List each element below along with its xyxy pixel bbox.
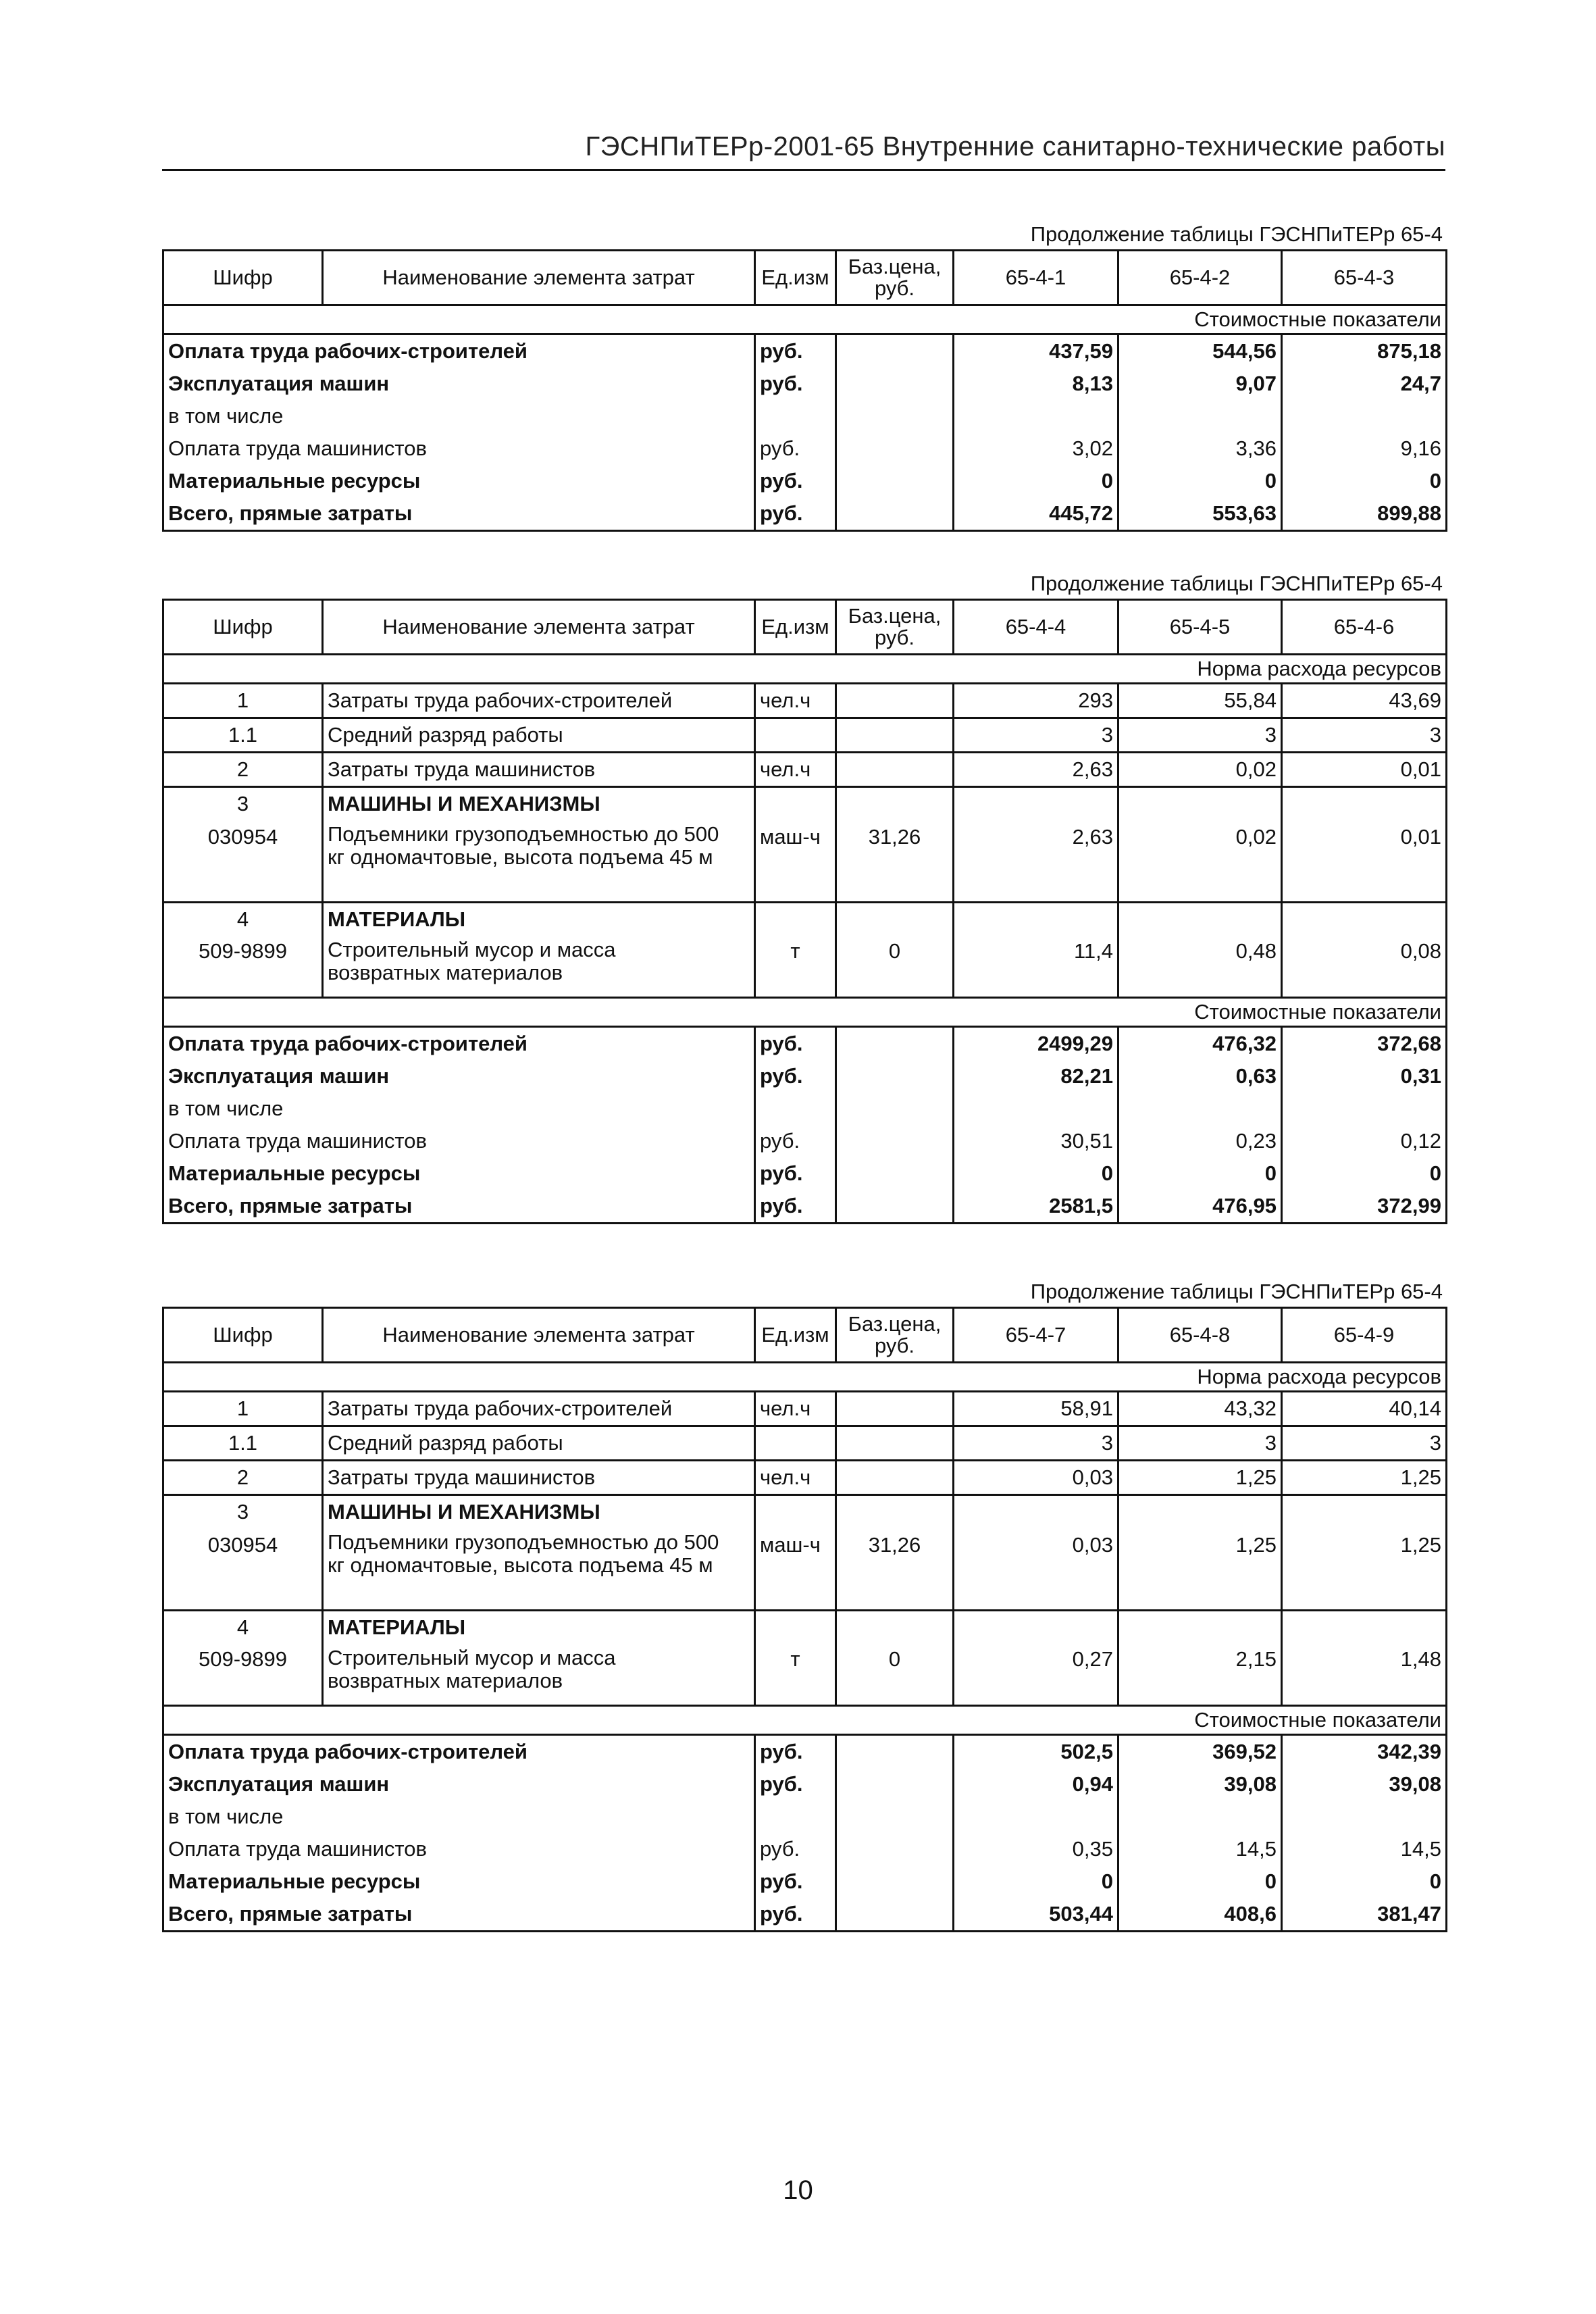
row-label: Затраты труда машинистов xyxy=(323,753,755,787)
row-unit: руб. xyxy=(755,1865,836,1898)
cell-value: 39,08 xyxy=(1282,1768,1447,1801)
row-label xyxy=(323,1528,755,1611)
row-unit: чел.ч xyxy=(755,1392,836,1426)
row-unit: руб. xyxy=(755,1190,836,1224)
table-header-row xyxy=(163,600,1447,655)
col-header-rate: 65-4-7 xyxy=(954,1308,1118,1363)
cell-value: 445,72 xyxy=(954,497,1118,531)
row-label: МАТЕРИАЛЫ xyxy=(323,1611,755,1644)
row-label-line: кг одномачтовые, высота подъема 45 м xyxy=(328,1553,713,1577)
table-header-row xyxy=(163,251,1447,305)
cell-value: 9,07 xyxy=(1118,368,1282,400)
cell-value: 899,88 xyxy=(1282,497,1447,531)
row-label: МАШИНЫ И МЕХАНИЗМЫ xyxy=(323,787,755,821)
cell-value: 293 xyxy=(954,684,1118,718)
row-code: 509-9899 xyxy=(163,936,323,998)
section-row xyxy=(163,998,1447,1027)
table-row xyxy=(163,1801,1447,1833)
cell-value: 0 xyxy=(954,465,1118,497)
cell-value: 0,94 xyxy=(954,1768,1118,1801)
row-unit: руб. xyxy=(755,1125,836,1157)
row-label-line: Подъемники грузоподъемностью до 500 xyxy=(328,822,719,846)
row-label: Эксплуатация машин xyxy=(163,1060,755,1092)
cell-value: 1,48 xyxy=(1282,1644,1447,1706)
row-code: 2 xyxy=(163,1461,323,1495)
row-label: МАТЕРИАЛЫ xyxy=(323,903,755,936)
cell-value: 502,5 xyxy=(954,1735,1118,1769)
cell-value: 14,5 xyxy=(1118,1833,1282,1865)
row-unit: руб. xyxy=(755,1157,836,1190)
row-code: 2 xyxy=(163,753,323,787)
cell-value: 1,25 xyxy=(1282,1528,1447,1611)
section-label: Стоимостные показатели xyxy=(163,1706,1447,1735)
row-code: 1.1 xyxy=(163,718,323,753)
col-header-unit: Ед.изм xyxy=(755,1308,836,1363)
row-label: Затраты труда рабочих-строителей xyxy=(323,684,755,718)
table-row xyxy=(163,368,1447,400)
row-unit: т xyxy=(755,1644,836,1706)
row-label: Затраты труда рабочих-строителей xyxy=(323,1392,755,1426)
cell-value: 8,13 xyxy=(954,368,1118,400)
continuation-title: Продолжение таблицы ГЭСНПиТЕРр 65-4 xyxy=(1030,572,1443,595)
table-row xyxy=(163,718,1447,753)
row-code: 509-9899 xyxy=(163,1644,323,1706)
section-label: Норма расхода ресурсов xyxy=(163,1363,1447,1392)
row-label xyxy=(323,820,755,903)
row-label: в том числе xyxy=(163,1092,755,1125)
resource-table-2 xyxy=(162,599,1447,1224)
cell-value: 553,63 xyxy=(1118,497,1282,531)
cell-value: 437,59 xyxy=(954,334,1118,368)
resource-table-3 xyxy=(162,1307,1447,1932)
cell-value: 0,27 xyxy=(954,1644,1118,1706)
row-label: Затраты труда машинистов xyxy=(323,1461,755,1495)
col-header-name: Наименование элемента затрат xyxy=(323,1308,755,1363)
table-row xyxy=(163,684,1447,718)
cell-value: 0 xyxy=(1118,465,1282,497)
col-header-unit: Ед.изм xyxy=(755,600,836,655)
cell-value: 0 xyxy=(1282,1157,1447,1190)
col-header-price: Баз.цена, руб. xyxy=(836,600,954,655)
table-row xyxy=(163,1190,1447,1224)
section-row xyxy=(163,305,1447,334)
cell-value: 3,02 xyxy=(954,432,1118,465)
cell-value: 544,56 xyxy=(1118,334,1282,368)
row-price: 0 xyxy=(836,936,954,998)
row-unit: маш-ч xyxy=(755,820,836,903)
table-row xyxy=(163,497,1447,531)
row-code: 3 xyxy=(163,1495,323,1529)
table-row xyxy=(163,820,1447,903)
section-label: Норма расхода ресурсов xyxy=(163,655,1447,684)
row-label: Всего, прямые затраты xyxy=(163,497,755,531)
table-row xyxy=(163,1461,1447,1495)
cell-value: 0,08 xyxy=(1282,936,1447,998)
table-row xyxy=(163,1865,1447,1898)
cell-value: 0 xyxy=(1282,465,1447,497)
table-row xyxy=(163,1768,1447,1801)
row-code: 4 xyxy=(163,1611,323,1644)
row-label: в том числе xyxy=(163,1801,755,1833)
table-row xyxy=(163,1426,1447,1461)
table-row xyxy=(163,936,1447,998)
cell-value: 0,03 xyxy=(954,1528,1118,1611)
row-label: Эксплуатация машин xyxy=(163,368,755,400)
cell-value: 0,01 xyxy=(1282,753,1447,787)
table-row xyxy=(163,1833,1447,1865)
cell-value: 0 xyxy=(954,1157,1118,1190)
cell-value: 476,95 xyxy=(1118,1190,1282,1224)
cell-value: 3 xyxy=(1282,1426,1447,1461)
col-header-code: Шифр xyxy=(163,251,323,305)
section-label: Стоимостные показатели xyxy=(163,998,1447,1027)
cell-value: 0 xyxy=(1118,1865,1282,1898)
row-unit: руб. xyxy=(755,465,836,497)
continuation-title: Продолжение таблицы ГЭСНПиТЕРр 65-4 xyxy=(1030,1280,1443,1303)
row-unit: чел.ч xyxy=(755,1461,836,1495)
row-label: Эксплуатация машин xyxy=(163,1768,755,1801)
row-unit: чел.ч xyxy=(755,753,836,787)
cell-value: 0 xyxy=(1118,1157,1282,1190)
cell-value: 55,84 xyxy=(1118,684,1282,718)
row-unit: руб. xyxy=(755,1768,836,1801)
document-header: ГЭСНПиТЕРр-2001-65 Внутренние санитарно-технические работы xyxy=(585,132,1445,161)
table-row xyxy=(163,903,1447,936)
row-price: 31,26 xyxy=(836,1528,954,1611)
cell-value: 381,47 xyxy=(1282,1898,1447,1932)
row-label: МАШИНЫ И МЕХАНИЗМЫ xyxy=(323,1495,755,1529)
cell-value: 408,6 xyxy=(1118,1898,1282,1932)
table-row xyxy=(163,1644,1447,1706)
row-code: 1.1 xyxy=(163,1426,323,1461)
row-unit: руб. xyxy=(755,334,836,368)
cell-value: 0,02 xyxy=(1118,820,1282,903)
col-header-name: Наименование элемента затрат xyxy=(323,251,755,305)
col-header-rate: 65-4-4 xyxy=(954,600,1118,655)
row-unit: маш-ч xyxy=(755,1528,836,1611)
row-label-line: Строительный мусор и масса xyxy=(328,1646,616,1669)
cell-value: 24,7 xyxy=(1282,368,1447,400)
table-block-1 xyxy=(162,220,1445,532)
cell-value: 2581,5 xyxy=(954,1190,1118,1224)
table-row xyxy=(163,1735,1447,1769)
row-label: Всего, прямые затраты xyxy=(163,1190,755,1224)
cell-value: 503,44 xyxy=(954,1898,1118,1932)
table-block-2 xyxy=(162,569,1445,1224)
cell-value: 3 xyxy=(954,1426,1118,1461)
col-header-name: Наименование элемента затрат xyxy=(323,600,755,655)
cell-value: 3,36 xyxy=(1118,432,1282,465)
row-label: Материальные ресурсы xyxy=(163,1865,755,1898)
row-unit: руб. xyxy=(755,1898,836,1932)
col-header-rate: 65-4-3 xyxy=(1282,251,1447,305)
cell-value: 3 xyxy=(954,718,1118,753)
cell-value: 2,63 xyxy=(954,820,1118,903)
cell-value: 0,48 xyxy=(1118,936,1282,998)
section-row xyxy=(163,1363,1447,1392)
cell-value: 372,68 xyxy=(1282,1027,1447,1061)
cell-value: 0 xyxy=(954,1865,1118,1898)
cell-value: 1,25 xyxy=(1118,1528,1282,1611)
col-header-rate: 65-4-1 xyxy=(954,251,1118,305)
row-unit: т xyxy=(755,936,836,998)
section-row xyxy=(163,655,1447,684)
table-row xyxy=(163,400,1447,432)
cell-value: 0,63 xyxy=(1118,1060,1282,1092)
row-label: в том числе xyxy=(163,400,755,432)
page-number: 10 xyxy=(783,2175,813,2205)
col-header-unit: Ед.изм xyxy=(755,251,836,305)
cell-value: 11,4 xyxy=(954,936,1118,998)
cell-value: 0,01 xyxy=(1282,820,1447,903)
cell-value: 3 xyxy=(1118,718,1282,753)
cell-value: 2,15 xyxy=(1118,1644,1282,1706)
col-header-price: Баз.цена, руб. xyxy=(836,1308,954,1363)
table-row xyxy=(163,1495,1447,1529)
cell-value: 476,32 xyxy=(1118,1027,1282,1061)
table-row xyxy=(163,1392,1447,1426)
row-price: 31,26 xyxy=(836,820,954,903)
cell-value: 369,52 xyxy=(1118,1735,1282,1769)
cell-value: 3 xyxy=(1118,1426,1282,1461)
cost-table-1 xyxy=(162,249,1447,532)
row-code: 3 xyxy=(163,787,323,821)
row-label: Оплата труда рабочих-строителей xyxy=(163,334,755,368)
cell-value: 40,14 xyxy=(1282,1392,1447,1426)
table-row xyxy=(163,1125,1447,1157)
row-unit: руб. xyxy=(755,1060,836,1092)
cell-value: 342,39 xyxy=(1282,1735,1447,1769)
row-label xyxy=(323,1644,755,1706)
table-row xyxy=(163,1027,1447,1061)
col-header-rate: 65-4-5 xyxy=(1118,600,1282,655)
row-label: Средний разряд работы xyxy=(323,1426,755,1461)
table-row xyxy=(163,465,1447,497)
row-label xyxy=(323,936,755,998)
table-row xyxy=(163,1157,1447,1190)
row-label: Материальные ресурсы xyxy=(163,1157,755,1190)
cell-value: 3 xyxy=(1282,718,1447,753)
cell-value: 0,35 xyxy=(954,1833,1118,1865)
row-label-line: возвратных материалов xyxy=(328,961,563,984)
row-unit: руб. xyxy=(755,1735,836,1769)
cell-value: 0,31 xyxy=(1282,1060,1447,1092)
cell-value: 2,63 xyxy=(954,753,1118,787)
col-header-rate: 65-4-6 xyxy=(1282,600,1447,655)
cell-value: 82,21 xyxy=(954,1060,1118,1092)
row-code: 1 xyxy=(163,684,323,718)
row-price: 0 xyxy=(836,1644,954,1706)
table-row xyxy=(163,753,1447,787)
row-unit: руб. xyxy=(755,368,836,400)
row-code: 1 xyxy=(163,1392,323,1426)
cell-value: 1,25 xyxy=(1282,1461,1447,1495)
row-label-line: Строительный мусор и масса xyxy=(328,938,616,961)
table-row xyxy=(163,334,1447,368)
table-row xyxy=(163,1528,1447,1611)
row-unit: руб. xyxy=(755,1027,836,1061)
row-label: Всего, прямые затраты xyxy=(163,1898,755,1932)
row-label-line: кг одномачтовые, высота подъема 45 м xyxy=(328,845,713,869)
cell-value: 0,23 xyxy=(1118,1125,1282,1157)
row-label: Оплата труда рабочих-строителей xyxy=(163,1027,755,1061)
cell-value: 39,08 xyxy=(1118,1768,1282,1801)
row-unit: руб. xyxy=(755,432,836,465)
row-unit: чел.ч xyxy=(755,684,836,718)
cell-value: 875,18 xyxy=(1282,334,1447,368)
cell-value: 372,99 xyxy=(1282,1190,1447,1224)
cell-value: 1,25 xyxy=(1118,1461,1282,1495)
row-label: Оплата труда машинистов xyxy=(163,1833,755,1865)
col-header-price: Баз.цена, руб. xyxy=(836,251,954,305)
table-block-3 xyxy=(162,1277,1445,1932)
row-label: Оплата труда машинистов xyxy=(163,1125,755,1157)
cell-value: 0 xyxy=(1282,1865,1447,1898)
cell-value: 43,32 xyxy=(1118,1392,1282,1426)
row-label: Материальные ресурсы xyxy=(163,465,755,497)
cell-value: 0,03 xyxy=(954,1461,1118,1495)
cell-value: 58,91 xyxy=(954,1392,1118,1426)
cell-value: 2499,29 xyxy=(954,1027,1118,1061)
cell-value: 0,02 xyxy=(1118,753,1282,787)
row-label: Средний разряд работы xyxy=(323,718,755,753)
continuation-title: Продолжение таблицы ГЭСНПиТЕРр 65-4 xyxy=(1030,222,1443,246)
table-row xyxy=(163,432,1447,465)
row-unit: руб. xyxy=(755,1833,836,1865)
col-header-rate: 65-4-2 xyxy=(1118,251,1282,305)
cell-value: 30,51 xyxy=(954,1125,1118,1157)
col-header-code: Шифр xyxy=(163,600,323,655)
table-header-row xyxy=(163,1308,1447,1363)
table-row xyxy=(163,787,1447,821)
row-label: Оплата труда машинистов xyxy=(163,432,755,465)
row-code: 4 xyxy=(163,903,323,936)
row-code: 030954 xyxy=(163,820,323,903)
col-header-rate: 65-4-9 xyxy=(1282,1308,1447,1363)
row-label: Оплата труда рабочих-строителей xyxy=(163,1735,755,1769)
cell-value: 43,69 xyxy=(1282,684,1447,718)
cell-value: 0,12 xyxy=(1282,1125,1447,1157)
col-header-rate: 65-4-8 xyxy=(1118,1308,1282,1363)
table-row xyxy=(163,1898,1447,1932)
cell-value: 9,16 xyxy=(1282,432,1447,465)
cell-value: 14,5 xyxy=(1282,1833,1447,1865)
row-label-line: Подъемники грузоподъемностью до 500 xyxy=(328,1530,719,1554)
col-header-code: Шифр xyxy=(163,1308,323,1363)
table-row xyxy=(163,1611,1447,1644)
table-row xyxy=(163,1060,1447,1092)
row-unit: руб. xyxy=(755,497,836,531)
section-row xyxy=(163,1706,1447,1735)
section-label: Стоимостные показатели xyxy=(163,305,1447,334)
row-code: 030954 xyxy=(163,1528,323,1611)
table-row xyxy=(163,1092,1447,1125)
row-label-line: возвратных материалов xyxy=(328,1669,563,1692)
header-rule xyxy=(162,169,1445,171)
